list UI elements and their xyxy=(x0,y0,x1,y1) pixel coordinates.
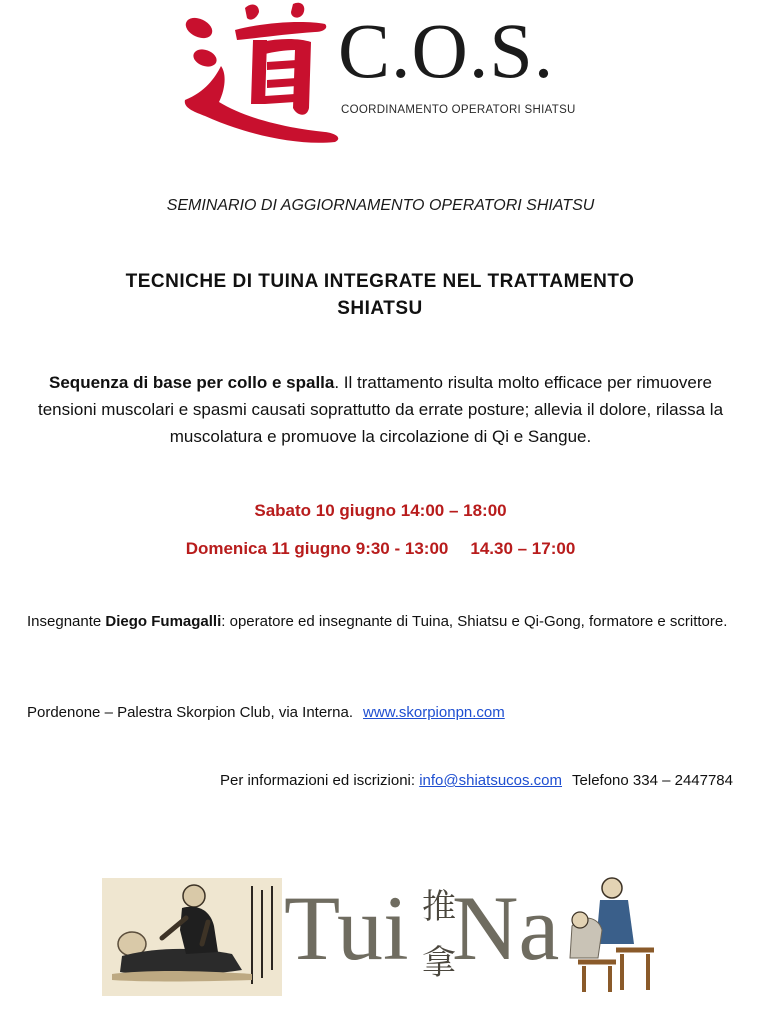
location-text: Pordenone – Palestra Skorpion Club, via Interna. xyxy=(27,704,354,721)
teacher-prefix: Insegnante xyxy=(27,613,106,630)
contact-info xyxy=(0,772,733,789)
description-paragraph xyxy=(22,369,739,450)
teacher-name: Diego Fumagalli xyxy=(105,613,222,630)
seminar-heading: SEMINARIO DI AGGIORNAMENTO OPERATORI SHIATSU xyxy=(166,197,595,214)
schedule-day-2 xyxy=(0,539,761,559)
banner-word-na: Na xyxy=(452,877,560,979)
title-line-1: TECNICHE DI TUINA INTEGRATE NEL TRATTAMENTO xyxy=(125,271,635,292)
description-lead: Sequenza di base per collo e spalla xyxy=(49,373,335,392)
dao-calligraphy-icon xyxy=(175,0,345,150)
teacher-info xyxy=(27,610,737,634)
seated-treatment-icon xyxy=(570,878,654,992)
tui-glyph: 推 xyxy=(422,887,456,927)
contact-label: Per informazioni ed iscrizioni: xyxy=(219,772,420,789)
contact-email-link[interactable]: info@shiatsucos.com xyxy=(419,772,563,789)
org-full-name: COORDINAMENTO OPERATORI SHIATSU xyxy=(341,104,576,116)
tuina-banner xyxy=(102,874,662,1004)
cos-logo xyxy=(175,0,595,150)
banner-word-tui: Tui xyxy=(284,877,409,979)
page-title xyxy=(60,268,700,322)
org-short-name: C.O.S. xyxy=(338,7,555,94)
teacher-description: : operatore ed insegnante di Tuina, Shiatsu e Qi-Gong, formatore e scrittore. xyxy=(221,613,728,630)
venue-website-link[interactable]: www.skorpionpn.com xyxy=(363,704,505,721)
title-line-2: SHIATSU xyxy=(337,298,423,319)
schedule-day-2-morning: Domenica 11 giugno 9:30 - 13:00 xyxy=(185,539,449,558)
na-glyph: 拿 xyxy=(422,943,456,983)
schedule-day-1: Sabato 10 giugno 14:00 – 18:00 xyxy=(254,501,507,520)
schedule-day-2-afternoon: 14.30 – 17:00 xyxy=(470,539,576,558)
location-info xyxy=(27,704,737,721)
description-body: . Il trattamento risulta molto efficace per rimuovere tensioni muscolari e spasmi causati soprattutto da errate posture; allevia il dolore, rilassa la muscolatura e promuove la circolazione di Qi e Sangue. xyxy=(37,373,724,446)
contact-phone: Telefono 334 – 2447784 xyxy=(572,772,733,789)
